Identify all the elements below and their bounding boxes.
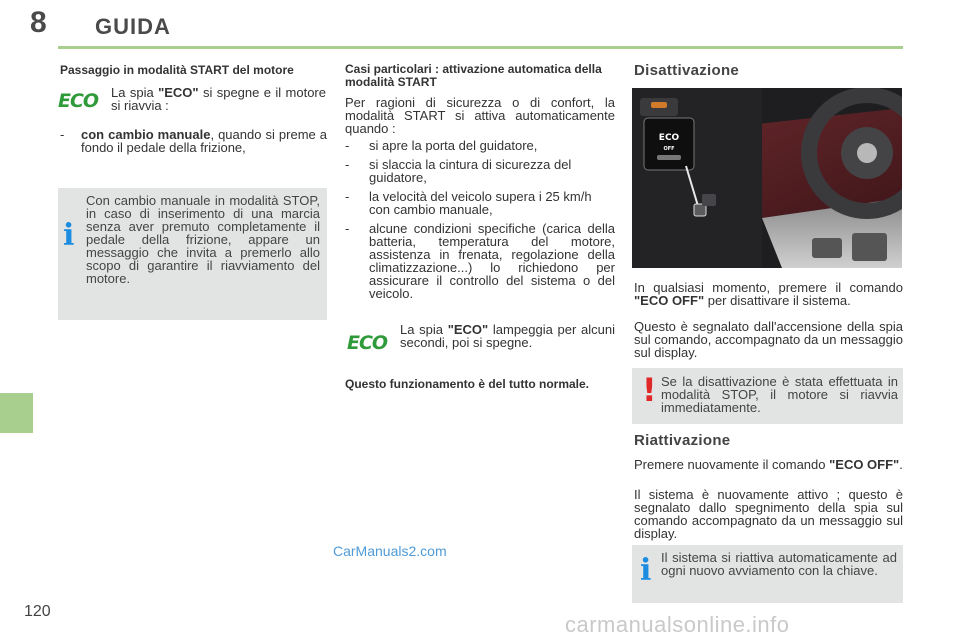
col2-eco-text: La spia "ECO" lampeggia per alcuni secondi, poi si spegne.: [400, 322, 615, 350]
info-icon: i: [63, 218, 75, 253]
col1-eco-text: La spia "ECO" si spegne e il motore si riavvia :: [111, 85, 326, 113]
on-text-2: Il sistema è nuovamente attivo ; questo è segnalato dallo spegnimento della spia sul comando accompagnato da un messaggio sul display.: [634, 487, 903, 541]
col2-intro: Per ragioni di sicurezza o di confort, la modalità START si attiva automaticamente quando :: [345, 95, 615, 136]
page-number: 120: [24, 603, 51, 620]
chapter-side-tab: [0, 393, 33, 433]
col2-heading: Casi particolari : attivazione automatica della modalità START: [345, 62, 602, 89]
warning-icon: !: [642, 371, 657, 409]
heading-riattivazione: Riattivazione: [634, 432, 731, 449]
warning-box: [632, 368, 903, 424]
info-box-text: Con cambio manuale in modalità STOP, in caso di inserimento di una marcia senza aver premuto completamente il pedale della frizione, appare un messaggio che invita a premerlo allo scopo di garantire il riavviamento del motore.: [86, 193, 320, 286]
off-text: In qualsiasi momento, premere il comando "ECO OFF" per disattivare il sistema.: [634, 280, 903, 308]
col1-bullet: - con cambio manuale, quando si preme a fondo il pedale della frizione,: [60, 127, 328, 155]
heading-disattivazione: Disattivazione: [634, 62, 740, 79]
list-item: - alcune condizioni specifiche (carica della batteria, temperatura del motore, assistenza in frenata, regolazione della climatizzazione...) lo richiedono per assicurare il controllo del sistema o del veicolo.: [345, 221, 615, 301]
dashboard-illustration: [632, 88, 902, 268]
header-divider: [58, 46, 903, 49]
col2-closing: Questo funzionamento è del tutto normale.: [345, 377, 590, 391]
chapter-title: GUIDA: [95, 14, 171, 39]
list-item: - la velocità del veicolo supera i 25 km/h con cambio manuale,: [345, 189, 592, 217]
col2-conditions-list: [345, 139, 615, 300]
on-text: Premere nuovamente il comando "ECO OFF".: [634, 457, 903, 472]
info-box-manual: [58, 188, 327, 320]
info-icon: i: [640, 553, 652, 588]
watermark-carmanuals2[interactable]: CarManuals2.com: [333, 543, 447, 559]
list-item: - si apre la porta del guidatore,: [345, 138, 538, 153]
photo-eco-label: ECO: [658, 133, 680, 143]
list-item: - si slaccia la cintura di sicurezza del guidatore,: [345, 157, 572, 185]
col1-heading: Passaggio in modalità START del motore: [60, 63, 294, 77]
watermark-carmanualsonline: carmanualsonline.info: [565, 612, 790, 637]
chapter-number: 8: [30, 6, 47, 39]
photo-off-label: OFF: [663, 146, 675, 152]
info-box-restart: [632, 545, 903, 603]
eco-icon: ECO: [347, 332, 388, 354]
off-text-2: Questo è segnalato dall'accensione della spia sul comando, accompagnato da un messaggio sul display.: [634, 319, 903, 360]
info-box-restart-text: Il sistema si riattiva automaticamente ad ogni nuovo avviamento con la chiave.: [661, 550, 897, 578]
eco-icon: ECO: [58, 90, 99, 112]
dashboard-photo: [632, 88, 902, 268]
warning-box-text: Se la disattivazione è stata effettuata in modalità STOP, il motore si riavvia immediatamente.: [661, 374, 898, 415]
